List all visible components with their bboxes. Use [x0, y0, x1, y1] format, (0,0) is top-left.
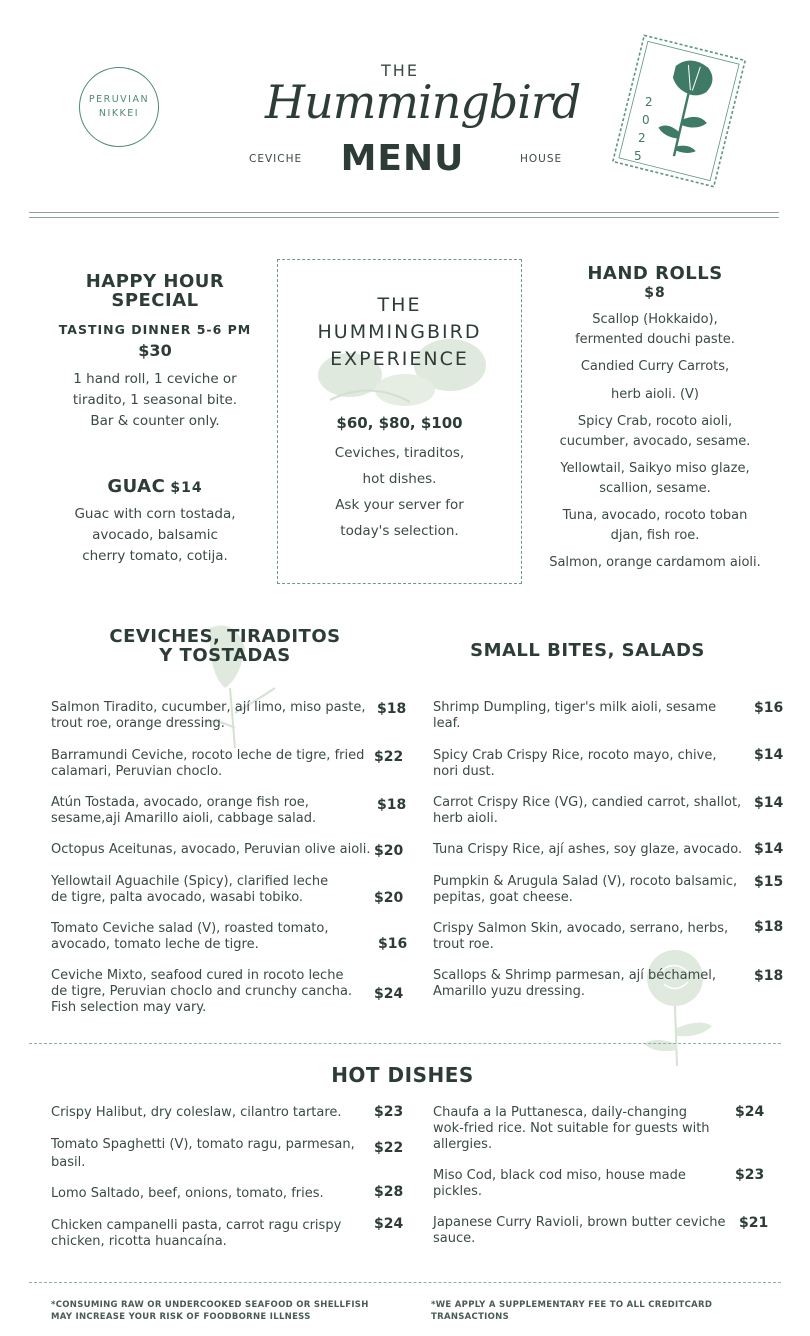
hot-dish-item: [51, 1218, 366, 1250]
ceviche-item: [51, 700, 371, 732]
badge-line-1: PERUVIAN: [88, 94, 150, 105]
happy-hour-subtitle: TASTING DINNER 5-6 PM: [58, 322, 252, 337]
item-line: de tigre, palta avocado, wasabi tobiko.: [51, 890, 304, 905]
hot-dish-price: $24: [735, 1104, 765, 1120]
hand-rolls-section: [540, 264, 770, 573]
house-label: HOUSE: [520, 153, 563, 165]
experience-section: [277, 292, 522, 544]
small-bite-price: $14: [754, 747, 784, 763]
happy-hour-price: $30: [138, 341, 172, 360]
hot-dish-item: [51, 1136, 366, 1172]
hand-roll-line: cucumber, avocado, sesame.: [559, 433, 751, 449]
guac-line: cherry tomato, cotija.: [82, 548, 228, 564]
hand-roll-line: djan, fish roe.: [610, 527, 700, 543]
experience-price: $60, $80, $100: [336, 414, 463, 432]
badge-line-2: NIKKEI: [98, 108, 140, 119]
item-line: Pumpkin & Arugula Salad (V), rocoto balsamic,: [433, 874, 738, 889]
ceviche-item: [51, 795, 371, 827]
hot-dish-price: $21: [739, 1215, 769, 1231]
small-bites-heading: [445, 641, 730, 660]
ceviches-heading: [80, 627, 370, 665]
ceviche-item: [51, 968, 371, 1016]
item-line: de tigre, Peruvian choclo and crunchy cancha.: [51, 984, 353, 999]
item-line: Tomato Ceviche salad (V), roasted tomato,: [51, 921, 329, 936]
footer-divider: [29, 1282, 781, 1283]
small-bite-price: $16: [754, 700, 784, 716]
peruvian-nikkei-badge: [79, 67, 159, 147]
hand-roll-line: Candied Curry Carrots,: [580, 359, 730, 374]
item-line: Shrimp Dumpling, tiger's milk aioli, sesame: [433, 700, 717, 715]
hot-dishes-heading: [280, 1063, 525, 1087]
item-line: Crispy Halibut, dry coleslaw, cilantro tartare.: [51, 1105, 342, 1120]
item-line: nori dust.: [433, 764, 495, 779]
item-line: basil.: [51, 1155, 86, 1170]
guac-section: [40, 477, 270, 567]
happy-hour-line: tiradito, 1 seasonal bite.: [72, 392, 238, 408]
item-line: Atún Tostada, avocado, orange fish roe,: [51, 795, 309, 810]
item-line: Chaufa a la Puttanesca, daily-changing: [433, 1105, 687, 1120]
hot-dish-item: [51, 1186, 366, 1202]
experience-title-1: THE: [377, 294, 422, 316]
hand-roll-line: Salmon, orange cardamom aioli.: [549, 555, 761, 570]
small-bite-item: [433, 968, 748, 1000]
item-line: Scallops & Shrimp parmesan, ají béchamel,: [433, 968, 717, 983]
guac-line: Guac with corn tostada,: [74, 506, 236, 522]
rose-decoration-icon: [630, 948, 725, 1068]
item-line: trout roe.: [433, 937, 494, 952]
hot-dish-price: $28: [374, 1184, 404, 1200]
hand-rolls-price: $8: [644, 285, 666, 301]
ceviches-title-2: Y TOSTADAS: [159, 645, 291, 666]
stamp-year-0: 0: [642, 113, 650, 127]
ceviche-item: [51, 748, 371, 780]
experience-line: Ask your server for: [335, 497, 464, 513]
item-line: Barramundi Ceviche, rocoto leche de tigre, fried: [51, 748, 365, 763]
item-line: Miso Cod, black cod miso, house made: [433, 1168, 686, 1183]
hot-dish-price: $24: [374, 1216, 404, 1232]
hot-dish-item: [433, 1168, 728, 1200]
hand-roll-line: fermented douchi paste.: [575, 331, 735, 347]
happy-hour-title-2: SPECIAL: [111, 290, 199, 311]
happy-hour-section: [40, 272, 270, 432]
small-bite-item: [433, 748, 748, 780]
small-bite-price: $15: [754, 874, 784, 890]
ceviche-price: $18: [377, 797, 407, 813]
menu-title: MENU: [340, 138, 465, 179]
small-bite-item: [433, 874, 748, 906]
item-line: calamari, Peruvian choclo.: [51, 764, 223, 779]
guac-title: GUAC: [107, 476, 166, 497]
item-line: Crispy Salmon Skin, avocado, serrano, herbs,: [433, 921, 729, 936]
hot-dish-price: $22: [374, 1140, 404, 1156]
ceviche-price: $20: [374, 843, 404, 859]
item-line: sesame,aji Amarillo aioli, cabbage salad.: [51, 811, 317, 826]
item-line: Salmon Tiradito, cucumber, ají limo, miso paste,: [51, 700, 366, 715]
item-line: Chicken campanelli pasta, carrot ragu crispy: [51, 1218, 342, 1233]
item-line: Amarillo yuzu dressing.: [433, 984, 586, 999]
hot-dish-price: $23: [374, 1104, 404, 1120]
title-the: THE: [381, 61, 419, 80]
hot-dish-price: $23: [735, 1167, 765, 1183]
hand-roll-line: Scallop (Hokkaido),: [592, 312, 718, 327]
small-bite-price: $18: [754, 968, 784, 984]
item-line: Tomato Spaghetti (V), tomato ragu, parmesan,: [51, 1137, 355, 1152]
ceviche-item: [51, 874, 371, 906]
experience-line: hot dishes.: [362, 471, 437, 487]
hot-dish-item: [51, 1105, 366, 1121]
ceviche-price: $16: [378, 936, 408, 952]
happy-hour-line: 1 hand roll, 1 ceviche or: [73, 371, 237, 387]
guac-line: avocado, balsamic: [92, 527, 218, 543]
item-line: allergies.: [433, 1137, 493, 1152]
happy-hour-line: Bar & counter only.: [90, 413, 220, 429]
small-bite-item: [433, 842, 748, 858]
item-line: Tuna Crispy Rice, ají ashes, soy glaze, avocado.: [433, 842, 743, 857]
item-line: pepitas, goat cheese.: [433, 890, 573, 905]
warning-line: *CONSUMING RAW OR UNDERCOOKED SEAFOOD OR SHELLFISH: [51, 1300, 369, 1310]
item-line: trout roe, orange dressing.: [51, 716, 225, 731]
small-bite-price: $18: [754, 919, 784, 935]
section-divider: [29, 1043, 781, 1044]
ceviches-title-1: CEVICHES, TIRADITOS: [109, 626, 341, 647]
small-bite-item: [433, 921, 748, 953]
experience-title-2: HUMMINGBIRD: [317, 321, 482, 343]
hand-roll-line: Yellowtail, Saikyo miso glaze,: [560, 461, 750, 476]
item-line: Yellowtail Aguachile (Spicy), clarified leche: [51, 874, 329, 889]
ceviche-price: $18: [377, 701, 407, 717]
small-bite-price: $14: [754, 841, 784, 857]
creditcard-fee-notice: *WE APPLY A SUPPLEMENTARY FEE TO ALL CREDITCARD TRANSACTIONS: [431, 1300, 713, 1322]
item-line: herb aioli.: [433, 811, 498, 826]
guac-price: $14: [170, 480, 203, 496]
ceviche-price: $24: [374, 986, 404, 1002]
item-line: Japanese Curry Ravioli, brown butter ceviche: [433, 1215, 726, 1230]
experience-title-3: EXPERIENCE: [330, 348, 469, 370]
hand-rolls-title: HAND ROLLS: [587, 263, 723, 284]
small-bite-item: [433, 795, 748, 827]
item-line: pickles.: [433, 1184, 483, 1199]
experience-line: today's selection.: [340, 523, 459, 539]
ceviche-item: [51, 842, 371, 858]
ceviche-label: CEVICHE: [249, 153, 303, 165]
hand-roll-line: Tuna, avocado, rocoto toban: [562, 508, 748, 523]
hand-roll-line: Spicy Crab, rocoto aioli,: [577, 414, 733, 429]
item-line: leaf.: [433, 716, 461, 731]
warning-line: MAY INCREASE YOUR RISK OF FOODBORNE ILLNESS: [51, 1312, 311, 1322]
item-line: Octopus Aceitunas, avocado, Peruvian olive aioli.: [51, 842, 371, 857]
hot-dish-item: [433, 1215, 733, 1247]
flower-stamp-icon: [605, 28, 753, 194]
item-line: Ceviche Mixto, seafood cured in rocoto leche: [51, 968, 344, 983]
item-line: sauce.: [433, 1231, 476, 1246]
item-line: Fish selection may vary.: [51, 1000, 207, 1015]
stamp-year-2b: 2: [638, 131, 646, 145]
small-bites-title: SMALL BITES, SALADS: [470, 640, 705, 661]
small-bite-item: [433, 700, 748, 732]
ceviche-price: $20: [374, 890, 404, 906]
header-divider-top: [29, 212, 779, 213]
ceviche-item: [51, 921, 371, 953]
item-line: Lomo Saltado, beef, onions, tomato, fries.: [51, 1186, 324, 1201]
experience-line: Ceviches, tiraditos,: [334, 445, 465, 461]
item-line: chicken, ricotta huancaína.: [51, 1234, 227, 1249]
small-bite-price: $14: [754, 795, 784, 811]
item-line: Carrot Crispy Rice (VG), candied carrot, shallot,: [433, 795, 742, 810]
stamp-year-5: 5: [634, 149, 642, 163]
item-line: Spicy Crab Crispy Rice, rocoto mayo, chive,: [433, 748, 717, 763]
hot-dish-item: [433, 1105, 728, 1153]
hand-roll-line: herb aioli. (V): [610, 386, 700, 402]
hot-dishes-title: HOT DISHES: [331, 1063, 474, 1087]
title-hummingbird: Hummingbird: [265, 75, 581, 129]
item-line: wok-fried rice. Not suitable for guests with: [433, 1121, 710, 1136]
raw-seafood-warning: [51, 1299, 391, 1323]
hand-roll-line: scallion, sesame.: [599, 480, 711, 496]
happy-hour-title-1: HAPPY HOUR: [85, 271, 225, 292]
header-divider-bottom: [29, 217, 779, 218]
item-line: avocado, tomato leche de tigre.: [51, 937, 259, 952]
ceviche-price: $22: [374, 749, 404, 765]
stamp-year-2a: 2: [645, 95, 653, 109]
